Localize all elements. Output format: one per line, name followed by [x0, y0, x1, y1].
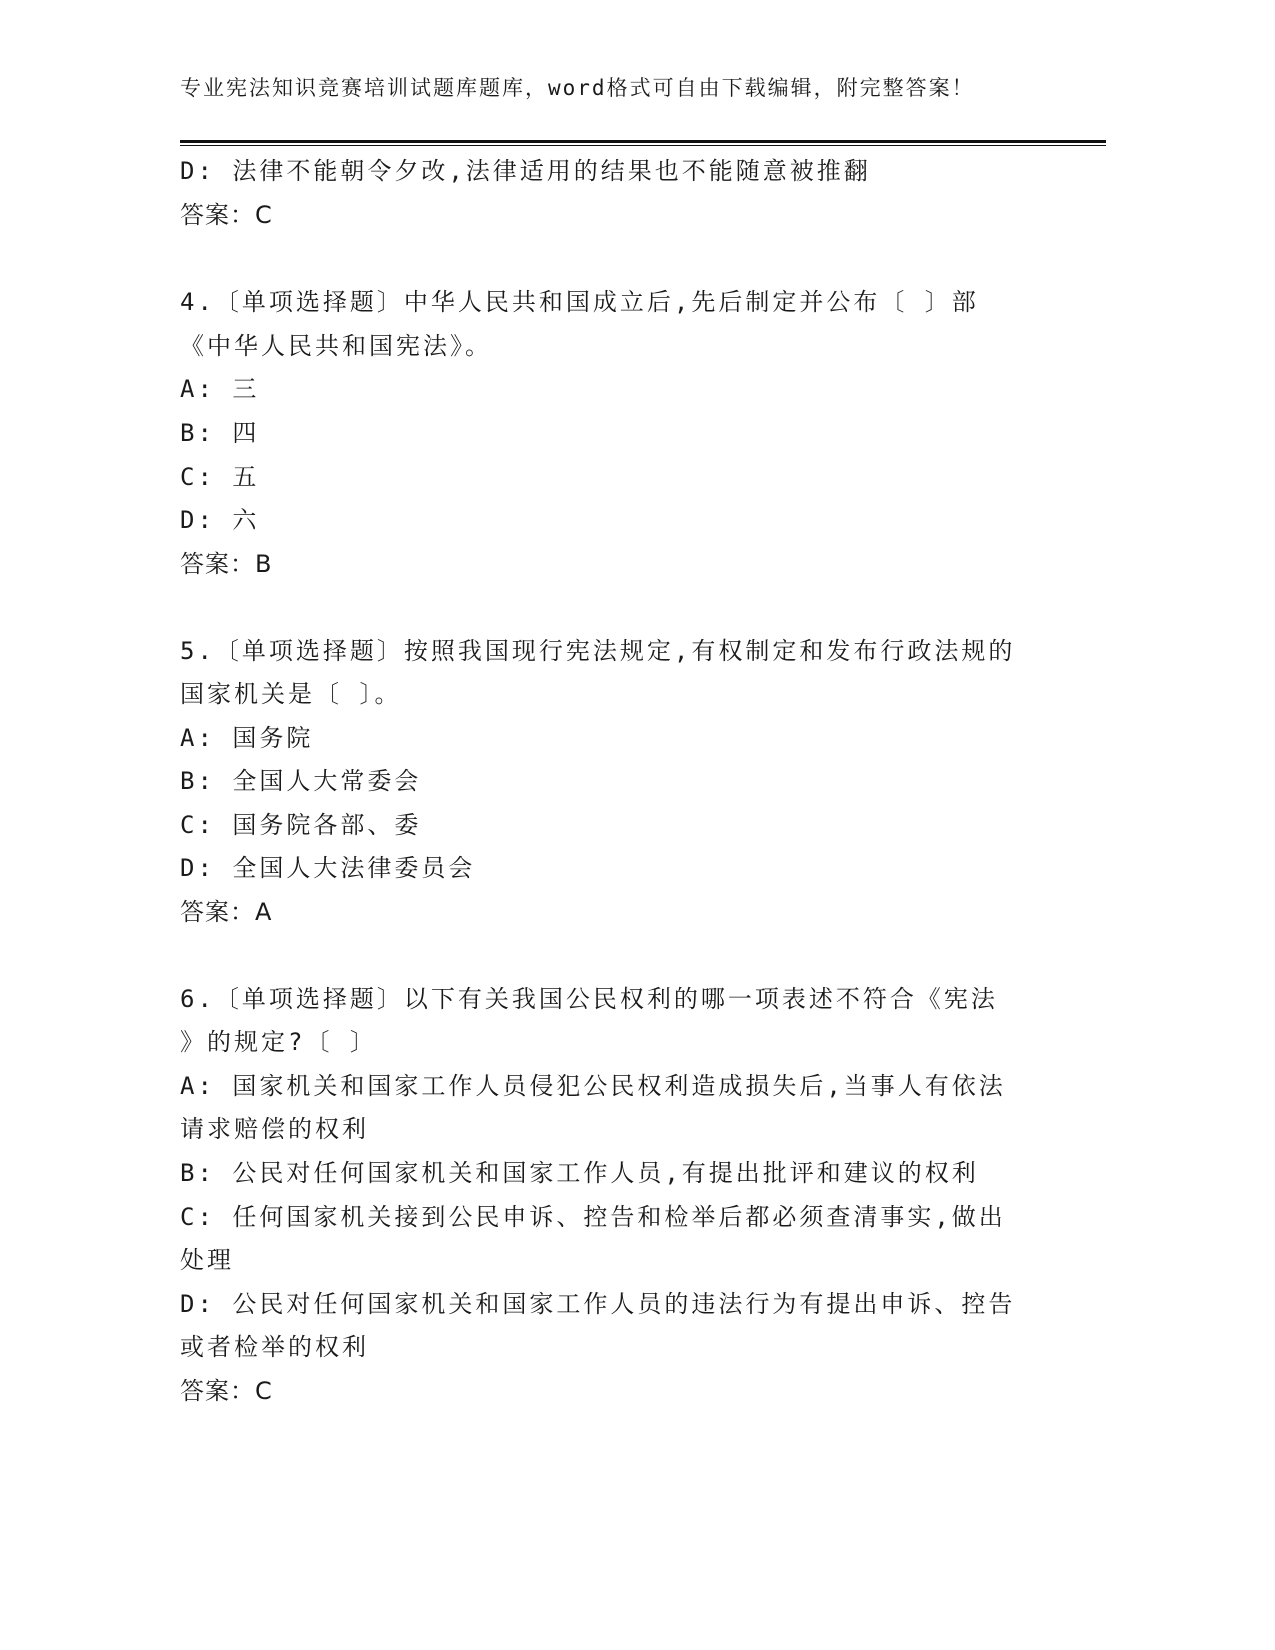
- q4-option-b: B: 四: [180, 419, 260, 447]
- q6-stem-line1: 6.〔单项选择题〕以下有关我国公民权利的哪一项表述不符合《宪法: [180, 985, 998, 1013]
- q6-option-c-line2: 处理: [180, 1246, 234, 1274]
- q4-option-c: C: 五: [180, 463, 260, 491]
- q4-option-a: A: 三: [180, 375, 260, 403]
- q6-option-d-line1: D: 公民对任何国家机关和国家工作人员的违法行为有提出申诉、控告: [180, 1290, 1016, 1318]
- header-divider-thick: [180, 140, 1106, 143]
- q5-option-b: B: 全国人大常委会: [180, 767, 422, 795]
- q5-option-c: C: 国务院各部、委: [180, 811, 422, 839]
- q4-stem-line2: 《中华人民共和国宪法》。: [180, 332, 492, 360]
- q4-stem-line1: 4.〔单项选择题〕中华人民共和国成立后,先后制定并公布〔 〕部: [180, 288, 979, 316]
- document-header: 专业宪法知识竞赛培训试题库题库，word格式可自由下载编辑，附完整答案！: [180, 76, 975, 100]
- q6-option-b: B: 公民对任何国家机关和国家工作人员,有提出批评和建议的权利: [180, 1159, 979, 1187]
- q5-stem-line2: 国家机关是〔 〕。: [180, 680, 402, 708]
- q6-answer: 答案：C: [180, 1377, 273, 1405]
- header-divider-thin: [180, 145, 1106, 146]
- q6-option-a-line2: 请求赔偿的权利: [180, 1115, 369, 1143]
- q5-stem-line1: 5.〔单项选择题〕按照我国现行宪法规定,有权制定和发布行政法规的: [180, 637, 1016, 665]
- q6-option-d-line2: 或者检举的权利: [180, 1333, 369, 1361]
- q6-option-c-line1: C: 任何国家机关接到公民申诉、控告和检举后都必须查清事实,做出: [180, 1203, 1006, 1231]
- header-divider: [180, 140, 1106, 147]
- q6-option-a-line1: A: 国家机关和国家工作人员侵犯公民权利造成损失后,当事人有依法: [180, 1072, 1006, 1100]
- q4-option-d: D: 六: [180, 506, 260, 534]
- q6-stem-line2: 》的规定?〔 〕: [180, 1028, 377, 1056]
- q3-answer: 答案：C: [180, 201, 273, 229]
- q3-option-d: D: 法律不能朝令夕改,法律适用的结果也不能随意被推翻: [180, 157, 871, 185]
- q5-option-d: D: 全国人大法律委员会: [180, 854, 476, 882]
- q5-answer: 答案：A: [180, 898, 273, 926]
- q4-answer: 答案：B: [180, 550, 273, 578]
- q5-option-a: A: 国务院: [180, 724, 314, 752]
